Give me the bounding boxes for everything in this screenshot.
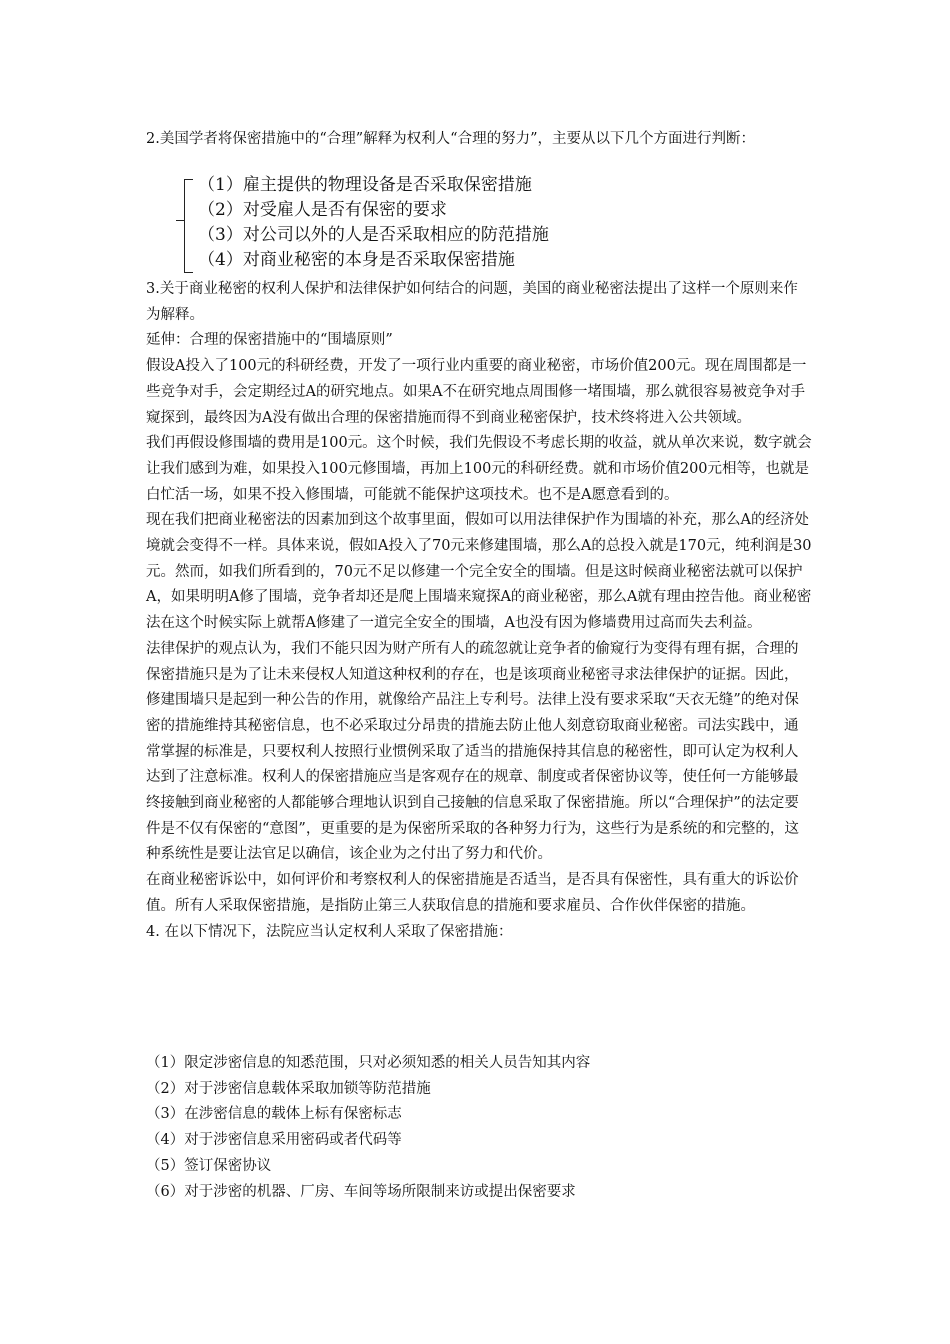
body-text: [146, 277, 812, 945]
bracketed-criteria-list: [176, 173, 676, 273]
paragraph-section-4: 4. 在以下情况下，法院应当认定权利人采取了保密措施：: [146, 923, 513, 940]
paragraph-section-3: 3.关于商业秘密的权利人保护和法律保护如何结合的问题，美国的商业秘密法提出了这样一个原则来作为解释。: [146, 281, 798, 323]
list-item: （3）在涉密信息的载体上标有保密标志: [146, 1106, 402, 1123]
paragraph: 假设A投入了100元的科研经费，开发了一项行业内重要的商业秘密，市场价值200元。现在周围都是一些竞争对手，会定期经过A的研究地点。如果A不在研究地点周围修一堵围墙，那么就很容易被竞争对手窥探到，最终因为A没有做出合理的保密措施而得不到商业秘密保护，技术终将进入公共领域。: [146, 358, 807, 426]
list-item: （2）对于涉密信息载体采取加锁等防范措施: [146, 1080, 431, 1097]
list-item: （5）签订保密协议: [146, 1157, 272, 1174]
left-bracket: [184, 179, 193, 273]
list-item: （4）对于涉密信息采用密码或者代码等: [146, 1132, 402, 1149]
criteria-item: （3）对公司以外的人是否采取相应的防范措施: [198, 225, 549, 245]
criteria-item: （1）雇主提供的物理设备是否采取保密措施: [198, 175, 532, 195]
criteria-item: （4）对商业秘密的本身是否采取保密措施: [198, 250, 515, 270]
paragraph: 现在我们把商业秘密法的因素加到这个故事里面，假如可以用法律保护作为围墙的补充，那么A的经济处境就会变得不一样。具体来说，假如A投入了70元来修建围墙，那么A的总投入就是170元，纯利润是30元。然而，如我们所看到的，70元不足以修建一个完全安全的围墙。但是这时候商业秘密法就可以保护A，如果明明A修了围墙，竞争者却还是爬上围墙来窥探A的商业秘密，那么A就有理由控告他。商业秘密法在这个时候实际上就帮A修建了一道完全安全的围墙，A也没有因为修墙费用过高而失去利益。: [146, 512, 812, 632]
bracket-tick: [176, 220, 184, 221]
paragraph: 我们再假设修围墙的费用是100元。这个时候，我们先假设不考虑长期的收益，就从单次来说，数字就会让我们感到为难，如果投入100元修围墙，再加上100元的科研经费。就和市场价值200元相等，也就是白忙活一场，如果不投入修围墙，可能就不能保护这项技术。也不是A愿意看到的。: [146, 435, 812, 503]
criteria-item: （2）对受雇人是否有保密的要求: [198, 200, 447, 220]
paragraph: 2.美国学者将保密措施中的“合理”解释为权利人“合理的努力”，主要从以下几个方面进行判断：: [146, 131, 755, 147]
confidentiality-measures-list: [146, 1051, 590, 1205]
list-item: （6）对于涉密的机器、厂房、车间等场所限制来访或提出保密要求: [146, 1183, 576, 1200]
paragraph: 法律保护的观点认为，我们不能只因为财产所有人的疏忽就让竞争者的偷窥行为变得有理有据，合理的保密措施只是为了让未来侵权人知道这种权利的存在，也是该项商业秘密寻求法律保护的证据。因此，修建围墙只是起到一种公告的作用，就像给产品注上专利号。法律上没有要求采取“天衣无缝”的绝对保密的措施维持其秘密信息，也不必采取过分昂贵的措施去防止他人刻意窃取商业秘密。司法实践中，通常掌握的标准是，只要权利人按照行业惯例采取了适当的措施保持其信息的秘密性，即可认定为权利人达到了注意标准。权利人的保密措施应当是客观存在的规章、制度或者保密协议等，使任何一方能够最终接触到商业秘密的人都能够合理地认识到自己接触的信息采取了保密措施。所以“合理保护”的法定要件是不仅有保密的“意图”，更重要的是为保密所采取的各种努力行为，这些行为是系统的和完整的，这种系统性是要让法官足以确信，该企业为之付出了努力和代价。: [146, 640, 799, 863]
criteria-items: [198, 173, 549, 273]
paragraph: 在商业秘密诉讼中，如何评价和考察权利人的保密措施是否适当，是否具有保密性，具有重大的诉讼价值。所有人采取保密措施，是指防止第三人获取信息的措施和要求雇员、合作伙伴保密的措施。: [146, 872, 799, 914]
extension-heading: 延伸：合理的保密措施中的“围墙原则”: [146, 332, 393, 349]
paragraph-section-2: [146, 127, 812, 153]
list-item: （1）限定涉密信息的知悉范围，只对必须知悉的相关人员告知其内容: [146, 1055, 591, 1071]
